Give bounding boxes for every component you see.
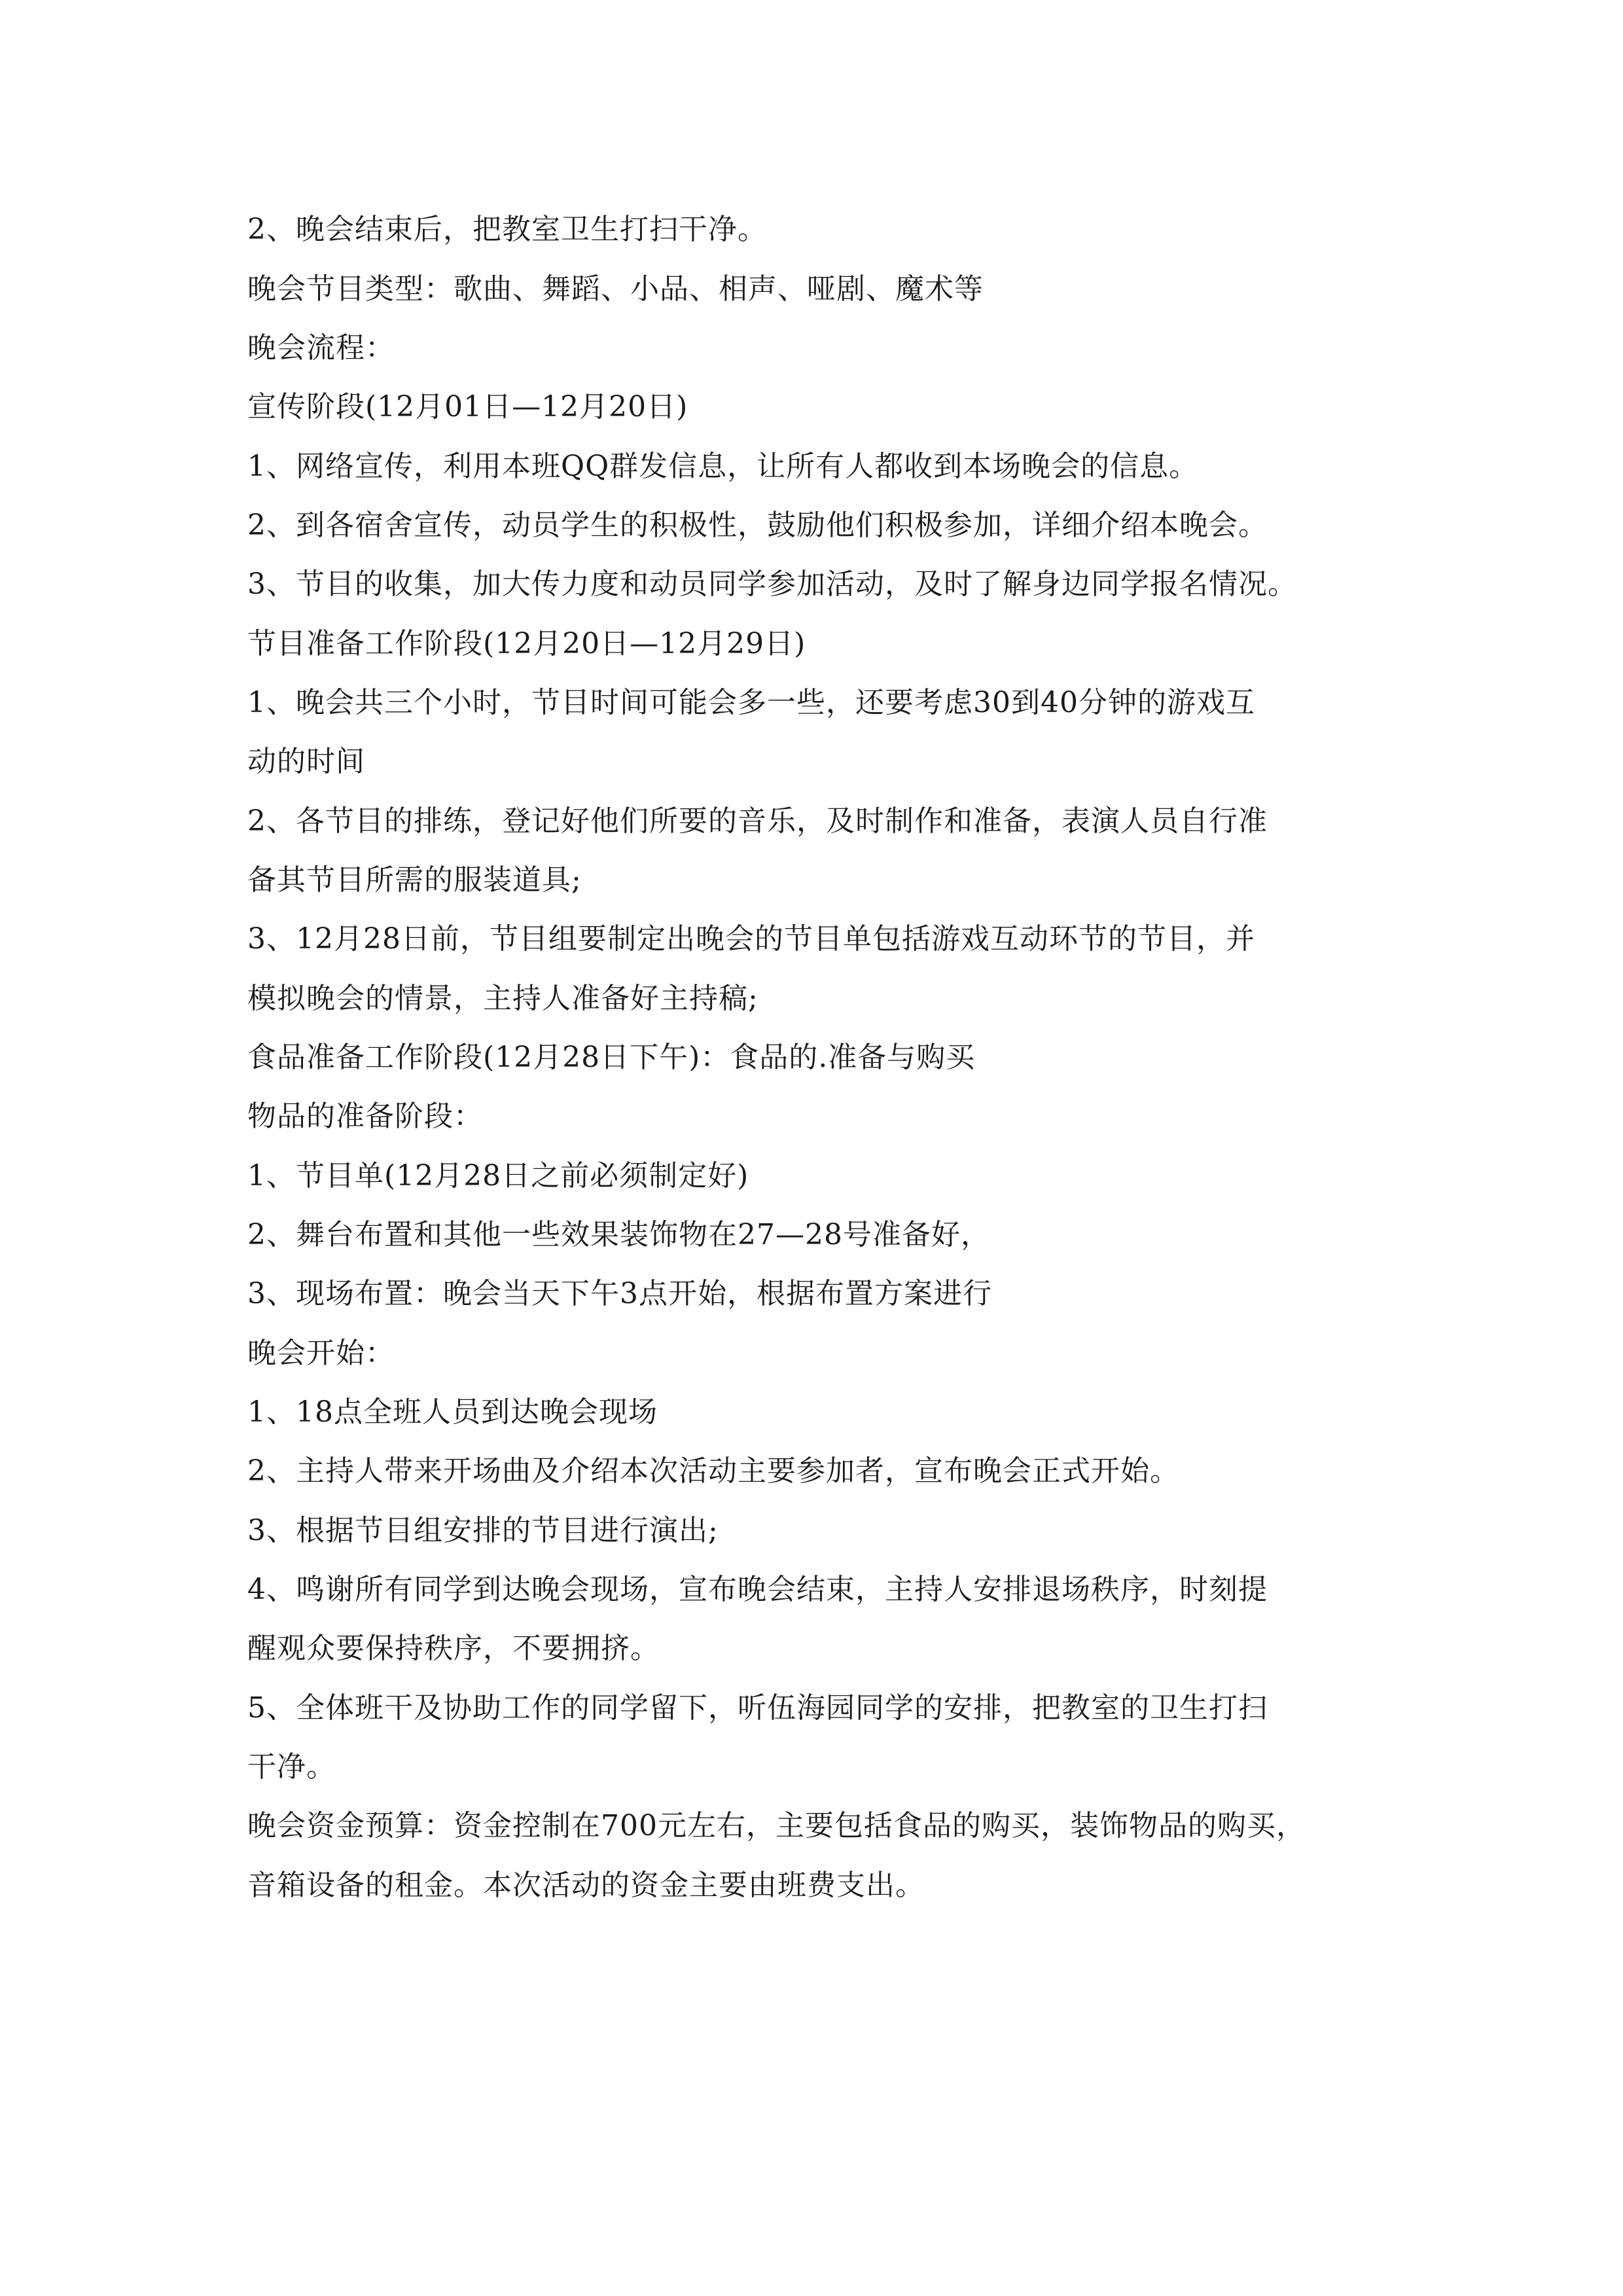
text-line: 3、根据节目组安排的节目进行演出;	[247, 1514, 719, 1547]
text-line: 1、18点全班人员到达晚会现场	[247, 1395, 658, 1429]
text-line: 2、各节目的排练，登记好他们所要的音乐，及时制作和准备，表演人员自行准	[247, 804, 1268, 838]
text-line: 1、节目单(12月28日之前必须制定好)	[247, 1159, 749, 1193]
section-heading: 晚会开始：	[247, 1336, 395, 1370]
text-line: 3、12月28日前，节目组要制定出晚会的节目单包括游戏互动环节的节目，并	[247, 922, 1255, 956]
text-line: 2、舞台布置和其他一些效果装饰物在27—28号准备好，	[247, 1218, 990, 1251]
text-line: 2、到各宿舍宣传，动员学生的积极性，鼓励他们积极参加，详细介绍本晚会。	[247, 509, 1268, 542]
text-line: 晚会流程：	[247, 331, 395, 365]
text-line: 音箱设备的租金。本次活动的资金主要由班费支出。	[247, 1869, 925, 1902]
text-line: 动的时间	[247, 745, 365, 778]
text-line: 备其节目所需的服装道具;	[247, 863, 582, 897]
text-line: 晚会资金预算：资金控制在700元左右，主要包括食品的购买，装饰物品的购买，	[247, 1809, 1306, 1842]
section-heading: 节目准备工作阶段(12月20日—12月29日)	[247, 627, 806, 660]
text-line: 1、网络宣传，利用本班QQ群发信息，让所有人都收到本场晚会的信息。	[247, 450, 1199, 483]
text-line: 2、晚会结束后，把教室卫生打扫干净。	[247, 213, 767, 246]
text-line: 2、主持人带来开场曲及介绍本次活动主要参加者，宣布晚会正式开始。	[247, 1454, 1179, 1488]
section-heading: 食品准备工作阶段(12月28日下午)：食品的.准备与购买	[247, 1041, 976, 1074]
text-line: 5、全体班干及协助工作的同学留下，听伍海园同学的安排，把教室的卫生打扫	[247, 1691, 1268, 1725]
text-line: 模拟晚会的情景，主持人准备好主持稿;	[247, 982, 758, 1015]
section-heading: 宣传阶段(12月01日—12月20日)	[247, 390, 688, 423]
section-heading: 物品的准备阶段：	[247, 1100, 483, 1133]
text-line: 4、鸣谢所有同学到达晚会现场，宣布晚会结束，主持人安排退场秩序，时刻提	[247, 1573, 1268, 1606]
text-line: 3、节目的收集，加大传力度和动员同学参加活动，及时了解身边同学报名情况。	[247, 567, 1297, 601]
text-line: 1、晚会共三个小时，节目时间可能会多一些，还要考虑30到40分钟的游戏互	[247, 686, 1255, 719]
text-line: 干净。	[247, 1750, 336, 1784]
text-line: 晚会节目类型：歌曲、舞蹈、小品、相声、哑剧、魔术等	[247, 272, 984, 306]
text-line: 3、现场布置：晚会当天下午3点开始，根据布置方案进行	[247, 1277, 992, 1310]
text-line: 醒观众要保持秩序，不要拥挤。	[247, 1632, 660, 1665]
